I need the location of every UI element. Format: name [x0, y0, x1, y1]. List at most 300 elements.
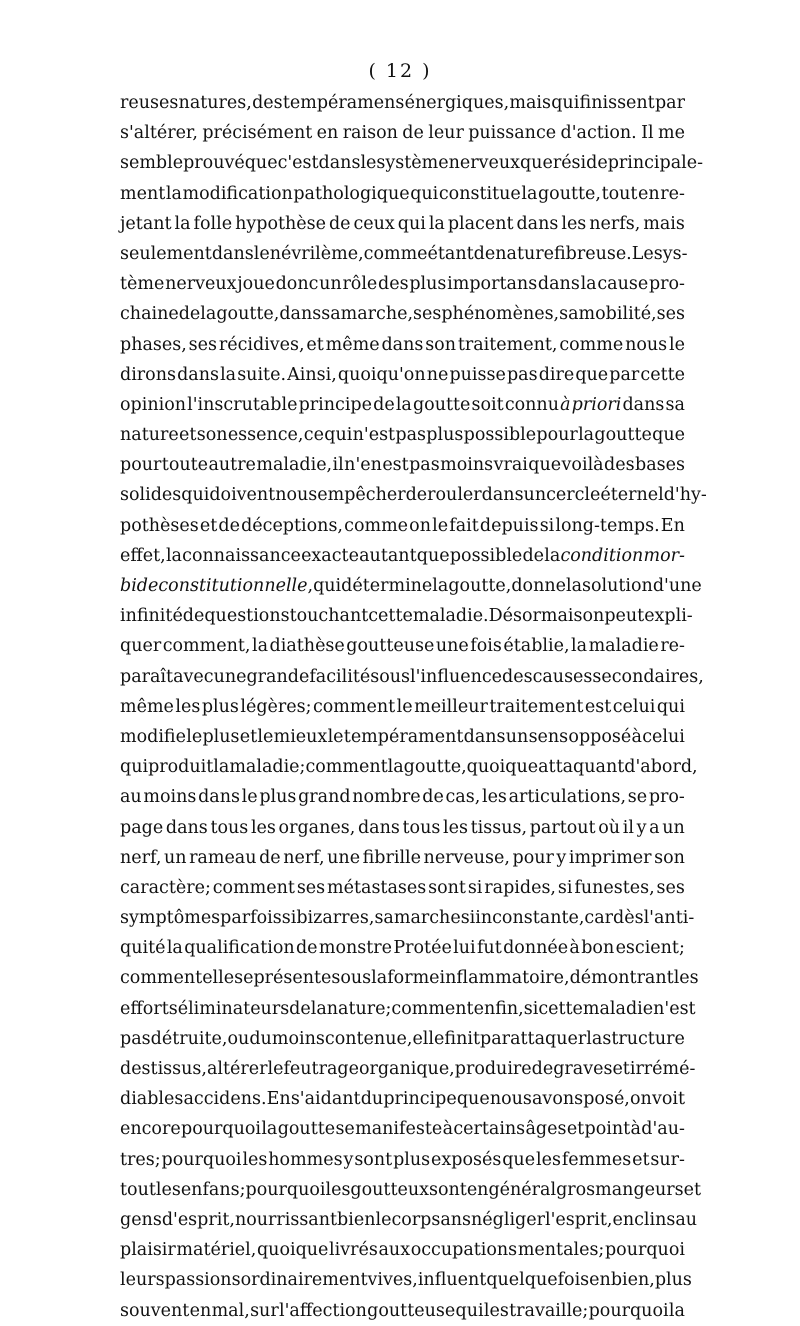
word: cette [640, 364, 685, 385]
word: goutte [412, 394, 471, 415]
word: que [456, 1089, 490, 1110]
word: au [675, 1209, 698, 1230]
word: Désormais [488, 606, 583, 627]
word: nerf, [120, 847, 162, 868]
word: c'est [277, 153, 319, 174]
word: si [467, 877, 483, 898]
word: rouler [427, 485, 482, 506]
word: du [249, 1028, 272, 1049]
word: fibreuse. [553, 243, 632, 264]
word: y [636, 817, 647, 838]
word: manifeste [355, 1119, 443, 1140]
word: système [376, 153, 449, 174]
word: tème [120, 274, 165, 295]
word: tempérament [343, 726, 464, 747]
word: forme [387, 968, 440, 989]
word: donne [511, 576, 566, 596]
word: semble [120, 153, 184, 174]
word: enclins [612, 1209, 676, 1230]
word: que [502, 1149, 536, 1170]
word: quelquefois [486, 1270, 590, 1291]
word: qui [551, 93, 580, 113]
word: comment [120, 968, 203, 989]
word: pour [512, 847, 554, 868]
word: une [213, 666, 247, 687]
word: pourquoi [245, 1179, 326, 1200]
word: du [360, 1089, 384, 1110]
word: les [155, 1179, 181, 1200]
word: comme [344, 515, 409, 536]
word: n'en [344, 455, 382, 476]
word: dans [318, 153, 361, 174]
word: précisément [202, 123, 313, 144]
word: Il [641, 123, 654, 144]
word: où [598, 817, 621, 838]
word: d'action. [560, 123, 637, 144]
word: ment [120, 183, 166, 204]
word: les [535, 1149, 561, 1170]
text-line [120, 269, 685, 299]
word: raison [342, 123, 398, 144]
word: nombre [352, 787, 421, 808]
word: irrémé- [629, 1059, 696, 1079]
word: ne [426, 364, 449, 385]
word: les [443, 817, 468, 838]
word: funestes, [574, 877, 655, 898]
word: un [163, 847, 187, 868]
word: fibrille [362, 847, 421, 868]
word: infinité [120, 606, 183, 627]
word: le [241, 787, 258, 808]
word: comment [305, 757, 388, 778]
word: en [466, 1179, 489, 1200]
text-line [120, 813, 685, 843]
word: vrai [493, 455, 528, 476]
word: puissance [468, 123, 557, 144]
word: le [360, 153, 377, 174]
word: plus [426, 425, 464, 446]
text-line [120, 571, 702, 601]
word: maladie, [256, 455, 333, 476]
word: contenue, [324, 1028, 413, 1049]
word: d'au- [641, 1119, 685, 1140]
word: livrés [329, 1240, 378, 1261]
word: se [234, 968, 254, 989]
word: attaquer [510, 1028, 587, 1049]
word: voit [651, 1089, 685, 1110]
word: des [378, 274, 409, 295]
word: comme [363, 243, 428, 264]
word: tout [120, 1179, 156, 1200]
word: vives, [367, 1270, 418, 1291]
word: sont [354, 1149, 393, 1170]
word: posé, [583, 1089, 630, 1110]
word: exposés [431, 1149, 502, 1170]
word: marche, [340, 304, 414, 325]
word: En [266, 1089, 291, 1110]
word: avons [532, 1089, 584, 1110]
word: feutrage [283, 1059, 359, 1079]
word: paraît [120, 666, 174, 687]
word: puisse [449, 364, 506, 385]
word: possible [463, 425, 537, 446]
text-line [120, 541, 685, 571]
text-line [120, 994, 696, 1024]
word: prouvé [183, 153, 245, 174]
word: dans [165, 817, 208, 838]
word: si [523, 998, 539, 1019]
word: expli- [644, 606, 693, 627]
word: ses [656, 877, 685, 898]
text-line [120, 88, 685, 118]
word: car [584, 908, 614, 929]
word: à [569, 938, 580, 959]
word: la [395, 394, 412, 415]
word: si [281, 908, 297, 929]
word: en [316, 123, 339, 144]
word: l'anti- [643, 908, 695, 929]
word: même [120, 696, 174, 717]
word: traitement, [457, 334, 558, 355]
word: la [310, 998, 327, 1019]
word: y [556, 847, 567, 868]
word: la [586, 1028, 603, 1049]
word: la [174, 213, 191, 234]
word: nous [489, 1089, 532, 1110]
word: que [652, 425, 685, 446]
word: occupations [410, 1240, 518, 1261]
word: déceptions, [241, 515, 343, 536]
word: une [327, 847, 361, 868]
word: connu [504, 394, 559, 415]
word: connaissance [182, 545, 301, 566]
word: pas [506, 364, 538, 385]
word: et [632, 1149, 650, 1170]
word: qui [397, 213, 426, 234]
word: constitutionnelle, [158, 576, 314, 596]
word: est [382, 455, 409, 476]
word: maladie. [412, 606, 489, 627]
word: exacte [301, 545, 359, 566]
word: de [289, 998, 311, 1019]
word: bases [635, 455, 685, 476]
word: que [244, 153, 278, 174]
word: détermine [341, 576, 433, 596]
word: la [251, 636, 269, 657]
word: plus [202, 726, 240, 747]
word: s'aidant [290, 1089, 361, 1110]
word: la [165, 183, 182, 204]
word: éliminateurs [177, 998, 290, 1019]
word: inflammatoire, [439, 968, 570, 989]
word: graves [553, 1059, 613, 1079]
word: fut [476, 938, 502, 959]
word: le [253, 243, 270, 264]
word: général [488, 1179, 557, 1200]
word: récidives, [218, 334, 305, 355]
word: condition [560, 545, 644, 566]
word: quoique [466, 757, 539, 778]
word: page [120, 817, 164, 838]
word: avec [173, 666, 214, 687]
word: dire [538, 364, 575, 385]
word: priori [571, 394, 622, 415]
word: goutte, [403, 757, 467, 778]
text-line [120, 179, 685, 209]
word: étant [427, 243, 474, 264]
word: nourrissant [234, 1209, 338, 1230]
word: tissus, [150, 1059, 207, 1079]
word: effet, [120, 545, 166, 566]
word: plus [654, 1270, 692, 1291]
word: plus [409, 274, 447, 295]
word: établie, [503, 636, 570, 657]
word: pas [395, 425, 426, 446]
word: les [673, 968, 699, 989]
word: mentales; [517, 1240, 605, 1261]
word: dans [211, 243, 254, 264]
word: bien [337, 1209, 376, 1230]
word: nerveux [448, 153, 520, 174]
word: et [199, 515, 218, 536]
word: négliger [471, 1209, 545, 1230]
word: ses [188, 334, 217, 355]
word: sa [559, 304, 579, 325]
word: re- [660, 636, 685, 657]
word: l'affection [278, 1300, 367, 1321]
word: de [259, 847, 281, 868]
word: elle [202, 968, 235, 989]
word: comme [559, 334, 624, 355]
word: n'est [653, 998, 696, 1019]
word: pourquoi [161, 1149, 242, 1170]
word: grand [298, 787, 351, 808]
word: joue [237, 274, 275, 295]
word: moins [440, 455, 494, 476]
word: comment [212, 877, 295, 898]
word: une [435, 636, 469, 657]
word: folle [193, 213, 233, 234]
word: énergiques, [404, 93, 510, 113]
word: plus [259, 787, 297, 808]
word: matériel, [176, 1240, 257, 1261]
word: re- [660, 183, 685, 204]
word: il [332, 455, 344, 476]
word: un [523, 485, 547, 506]
text-line [120, 420, 685, 450]
word: hypothèse [235, 213, 326, 234]
word: articulations, [508, 787, 627, 808]
word: produire [454, 1059, 532, 1079]
word: phénomènes, [441, 304, 560, 325]
word: détruite, [150, 1028, 228, 1049]
word: un [319, 274, 342, 295]
text-line [120, 1054, 696, 1084]
word: se [627, 787, 648, 808]
text-line [120, 360, 685, 390]
word: métastases [327, 877, 427, 898]
word: et [566, 1119, 585, 1140]
word: ses [413, 304, 442, 325]
word: par [654, 93, 685, 113]
word: que [519, 153, 553, 174]
word: plus [393, 1149, 431, 1170]
word: sa [321, 304, 341, 325]
word: autant [359, 545, 417, 566]
word: organique, [358, 1059, 455, 1079]
word: opinion [120, 394, 187, 415]
word: le [375, 1209, 392, 1230]
word: questions [204, 606, 290, 627]
word: symptômes [120, 908, 221, 929]
word: passions [164, 1270, 241, 1291]
text-line [120, 601, 693, 631]
word: escient; [615, 938, 685, 959]
word: névrilème, [269, 243, 364, 264]
word: lui [453, 938, 476, 959]
word: si [460, 908, 476, 929]
word: goutte, [537, 183, 601, 204]
word: la [544, 545, 561, 566]
word: un [505, 726, 529, 747]
text-line [120, 752, 698, 782]
word: cas, [445, 787, 481, 808]
word: point [584, 1119, 631, 1140]
word: réside [552, 153, 608, 174]
word: les [325, 1179, 351, 1200]
word: même [325, 334, 380, 355]
word: rôle [342, 274, 378, 295]
word: sous [370, 666, 410, 687]
word: goutte, [216, 304, 280, 325]
word: et [306, 334, 324, 355]
word: gens [120, 1209, 162, 1230]
word: le [257, 726, 274, 747]
text-line [120, 118, 685, 148]
word: qui [455, 1300, 484, 1321]
word: à [630, 1119, 641, 1140]
word: souvent [120, 1300, 190, 1321]
word: marche [393, 908, 461, 929]
word: le [669, 334, 685, 355]
word: mobilité, [578, 304, 657, 325]
word: femmes [561, 1149, 632, 1170]
word: la [220, 364, 237, 385]
word: se [335, 1119, 355, 1140]
word: plaisir [120, 1240, 176, 1261]
word: qui [324, 425, 353, 446]
word: nous [275, 485, 318, 506]
word: reuses [120, 93, 179, 113]
word: mor- [643, 545, 685, 566]
word: s'altérer, [120, 123, 198, 144]
word: la [432, 576, 449, 596]
word: celui [612, 696, 656, 717]
word: de [295, 938, 318, 959]
word: voilà [561, 455, 604, 476]
word: et [179, 425, 197, 446]
word: seulement [120, 243, 212, 264]
word: sur- [650, 1149, 685, 1170]
word: leurs [120, 1270, 165, 1291]
text-line [120, 1145, 685, 1175]
word: depuis [479, 515, 539, 536]
word: pourquoi [604, 1240, 685, 1261]
word: ceux [353, 213, 395, 234]
word: des [604, 455, 635, 476]
word: en [189, 1300, 212, 1321]
word: suite. [237, 364, 287, 385]
word: la [565, 576, 582, 596]
text-line [120, 722, 685, 752]
word: si [557, 877, 573, 898]
word: sans [431, 1209, 472, 1230]
text-line [120, 1024, 685, 1054]
text-line [120, 933, 685, 963]
word: dans [198, 787, 240, 808]
word: facilité [309, 666, 371, 687]
word: de [178, 304, 201, 325]
word: pas [120, 1028, 151, 1049]
word: mangeurs [595, 1179, 684, 1200]
word: ses [656, 304, 685, 325]
word: ordinairement [240, 1270, 368, 1291]
word: organes, [278, 817, 356, 838]
word: on [630, 1089, 652, 1110]
word: grande [246, 666, 310, 687]
word: par [480, 1028, 511, 1049]
text-line [120, 662, 704, 692]
word: bizarres, [296, 908, 375, 929]
word: ce [303, 425, 324, 446]
text-line [120, 390, 685, 420]
word: doivent [209, 485, 276, 506]
word: éternel [600, 485, 664, 506]
word: causes [532, 666, 593, 687]
word: dès [613, 908, 644, 929]
word: plus [201, 696, 239, 717]
word: goutteux [350, 1179, 429, 1200]
text-line [120, 963, 699, 993]
word: les [250, 817, 276, 838]
word: secondaires, [592, 666, 704, 687]
word: nerfs, [589, 213, 641, 234]
word: produit [148, 757, 214, 778]
word: de [402, 123, 424, 144]
word: de [522, 545, 545, 566]
text-line [120, 782, 685, 812]
word: dans [279, 304, 322, 325]
word: la [387, 757, 404, 778]
word: d'abord, [624, 757, 698, 778]
word: nature; [326, 998, 392, 1019]
text-line [120, 1205, 698, 1235]
word: de [405, 485, 428, 506]
text-line [120, 692, 685, 722]
word: cause [597, 274, 649, 295]
word: cette [538, 998, 583, 1019]
text-line [120, 511, 685, 541]
word: démontrant [569, 968, 674, 989]
word: finissent [579, 93, 655, 113]
word: nerf, [283, 847, 325, 868]
word: structure [602, 1028, 685, 1049]
word: le [396, 696, 413, 717]
word: diathèse [269, 636, 345, 657]
word: et [239, 726, 258, 747]
word: présente [253, 968, 332, 989]
text-line [120, 209, 685, 239]
